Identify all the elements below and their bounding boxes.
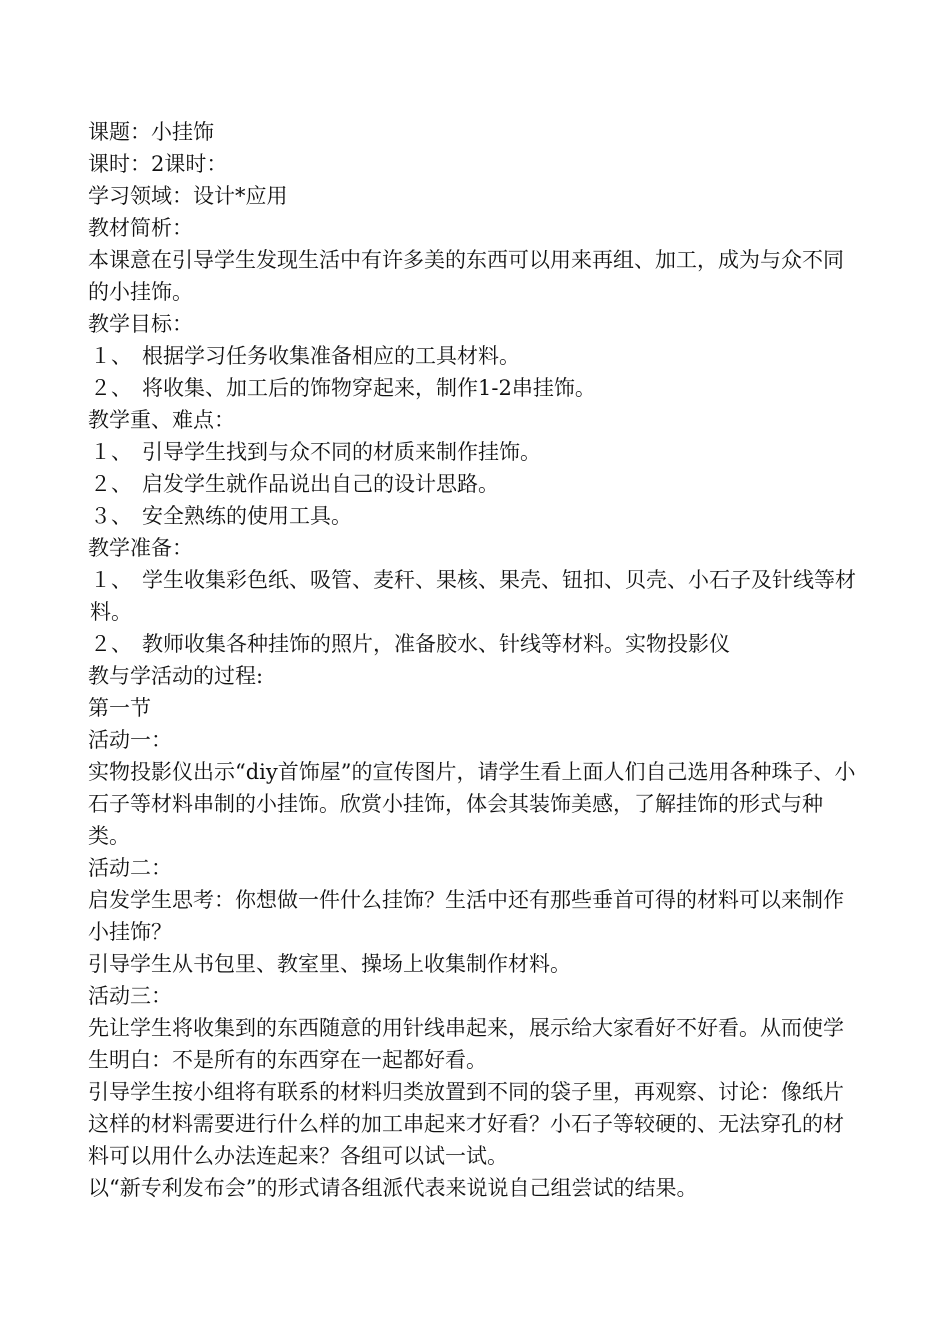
section-title: 第一节 bbox=[88, 696, 151, 720]
goal-item bbox=[88, 372, 863, 404]
item-text: 启发学生就作品说出自己的设计思路。 bbox=[142, 472, 499, 496]
lesson-topic: 课题：小挂饰 bbox=[88, 120, 214, 144]
keypoint-item bbox=[88, 436, 863, 468]
keypoints-heading: 教学重、难点： bbox=[88, 408, 235, 432]
item-text: 根据学习任务收集准备相应的工具材料。 bbox=[142, 344, 520, 368]
activity3-heading: 活动三： bbox=[88, 984, 172, 1008]
item-text: 将收集、加工后的饰物穿起来，制作1-2串挂饰。 bbox=[142, 376, 596, 400]
keypoint-item bbox=[88, 468, 863, 500]
process-heading: 教与学活动的过程: bbox=[88, 664, 264, 688]
item-number: １、 bbox=[90, 440, 132, 464]
activity3-text: 引导学生按小组将有联系的材料归类放置到不同的袋子里，再观察、讨论：像纸片这样的材料需要进行什么样的加工串起来才好看？小石子等较硬的、无法穿孔的材料可以用什么办法连起来？各组可以试一试。 bbox=[88, 1080, 844, 1168]
item-text: 学生收集彩色纸、吸管、麦秆、果核、果壳、钮扣、贝壳、小石子及针线等材料。 bbox=[90, 568, 856, 624]
goal-item bbox=[88, 340, 863, 372]
item-number: ３、 bbox=[90, 504, 132, 528]
prep-item bbox=[88, 564, 863, 628]
analysis-heading: 教材简析： bbox=[88, 216, 193, 240]
goals-heading: 教学目标： bbox=[88, 312, 193, 336]
item-number: ２、 bbox=[90, 472, 132, 496]
activity3-text: 以“新专利发布会”的形式请各组派代表来说说自己组尝试的结果。 bbox=[88, 1176, 698, 1200]
prep-item bbox=[88, 628, 863, 660]
item-text: 教师收集各种挂饰的照片，准备胶水、针线等材料。实物投影仪 bbox=[142, 632, 730, 656]
item-text: 引导学生找到与众不同的材质来制作挂饰。 bbox=[142, 440, 541, 464]
activity1-heading: 活动一： bbox=[88, 728, 172, 752]
analysis-text: 本课意在引导学生发现生活中有许多美的东西可以用来再组、加工，成为与众不同的小挂饰。 bbox=[88, 248, 844, 304]
item-number: ２、 bbox=[90, 632, 132, 656]
item-text: 安全熟练的使用工具。 bbox=[142, 504, 352, 528]
activity2-text: 引导学生从书包里、教室里、操场上收集制作材料。 bbox=[88, 952, 571, 976]
item-number: ２、 bbox=[90, 376, 132, 400]
keypoint-item bbox=[88, 500, 863, 532]
activity3-text: 先让学生将收集到的东西随意的用针线串起来，展示给大家看好不好看。从而使学生明白：不是所有的东西穿在一起都好看。 bbox=[88, 1016, 844, 1072]
activity2-heading: 活动二： bbox=[88, 856, 172, 880]
lesson-hours: 课时：2课时： bbox=[88, 152, 228, 176]
learning-domain: 学习领域：设计*应用 bbox=[88, 184, 288, 208]
prep-heading: 教学准备： bbox=[88, 536, 193, 560]
document-page bbox=[88, 116, 863, 1204]
activity1-text: 实物投影仪出示“diy首饰屋”的宣传图片，请学生看上面人们自己选用各种珠子、小石子等材料串制的小挂饰。欣赏小挂饰，体会其装饰美感，了解挂饰的形式与种类。 bbox=[88, 760, 856, 848]
item-number: １、 bbox=[90, 568, 132, 592]
activity2-text: 启发学生思考：你想做一件什么挂饰？生活中还有那些垂首可得的材料可以来制作小挂饰？ bbox=[88, 888, 844, 944]
item-number: １、 bbox=[90, 344, 132, 368]
